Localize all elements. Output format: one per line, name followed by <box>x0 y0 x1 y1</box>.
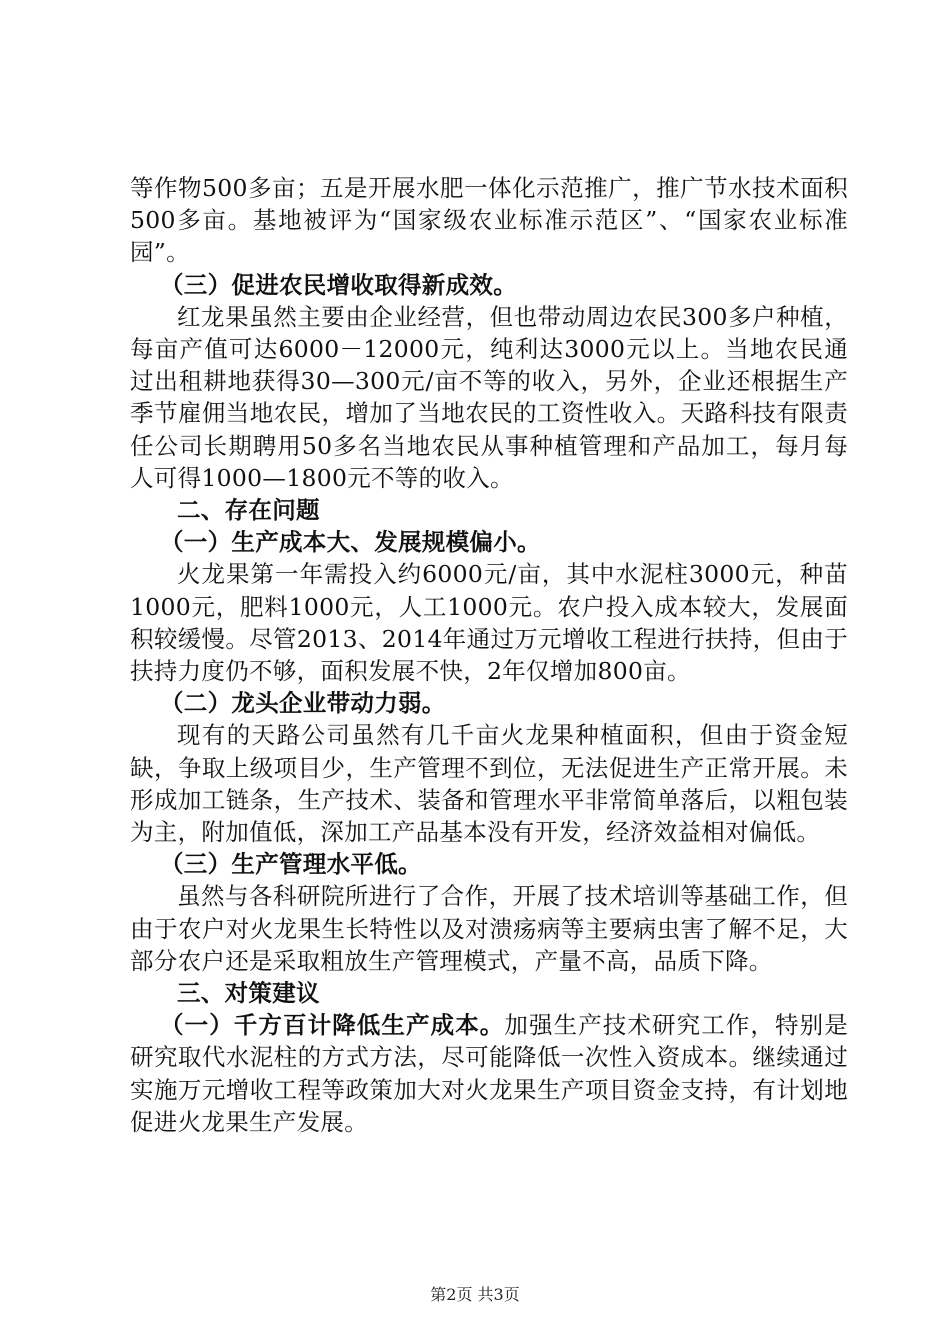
paragraph-suggestion-1 <box>130 1009 848 1138</box>
subheading-high-cost: （一）生产成本大、发展规模偏小。 <box>160 528 541 557</box>
subheading-weak-leaders: （二）龙头企业带动力弱。 <box>160 689 446 718</box>
subheading-increase-income: （三）促进农民增收取得新成效。 <box>160 270 517 299</box>
paragraph-continued: 等作物500多亩；五是开展水肥一体化示范推广，推广节水技术面积500多亩。基地被评为“国家级农业标准示范区”、“国家农业标准园”。 <box>130 174 848 267</box>
suggestion-1-title: （一）千方百计降低生产成本。 <box>160 1011 505 1040</box>
subheading-low-management: （三）生产管理水平低。 <box>160 850 422 879</box>
paragraph-cost: 火龙果第一年需投入约6000元/亩，其中水泥柱3000元，种苗1000元，肥料1000元，人工1000元。农户投入成本较大，发展面积较缓慢。尽管2013、2014年通过万元增收工程进行扶持，但由于扶持力度仍不够，面积发展不快，2年仅增加800亩。 <box>130 560 848 686</box>
paragraph-management: 虽然与各科研院所进行了合作，开展了技术培训等基础工作，但由于农户对火龙果生长特性以及对溃疡病等主要病虫害了解不足，大部分农户还是采取粗放生产管理模式，产量不高，品质下降。 <box>130 882 848 975</box>
paragraph-leaders: 现有的天路公司虽然有几千亩火龙果种植面积，但由于资金短缺，争取上级项目少，生产管理不到位，无法促进生产正常开展。未形成加工链条，生产技术、装备和管理水平非常简单落后，以粗包装为主，附加值低，深加工产品基本没有开发，经济效益相对偏低。 <box>130 721 848 847</box>
section-heading-suggestions: 三、对策建议 <box>177 979 320 1008</box>
suggestion-1-text: 加强生产技术研究工作，特别是研究取代水泥柱的方式方法，尽可能降低一次性入资成本。继续通过实施万元增收工程等政策加大对火龙果生产项目资金支持，有计划地促进火龙果生产发展。 <box>130 1011 849 1136</box>
section-heading-problems: 二、存在问题 <box>177 496 320 525</box>
document-body <box>130 172 848 1138</box>
paragraph-income: 红龙果虽然主要由企业经营，但也带动周边农民300多户种植，每亩产值可达6000－12000元，纯利达3000元以上。当地农民通过出租耕地获得30—300元/亩不等的收入，另外，企业还根据生产季节雇佣当地农民，增加了当地农民的工资性收入。天路科技有限责任公司长期聘用50多名当地农民从事种植管理和产品加工，每月每人可得1000—1800元不等的收入。 <box>130 302 848 492</box>
page-footer: 第2页 共3页 <box>430 1285 520 1304</box>
